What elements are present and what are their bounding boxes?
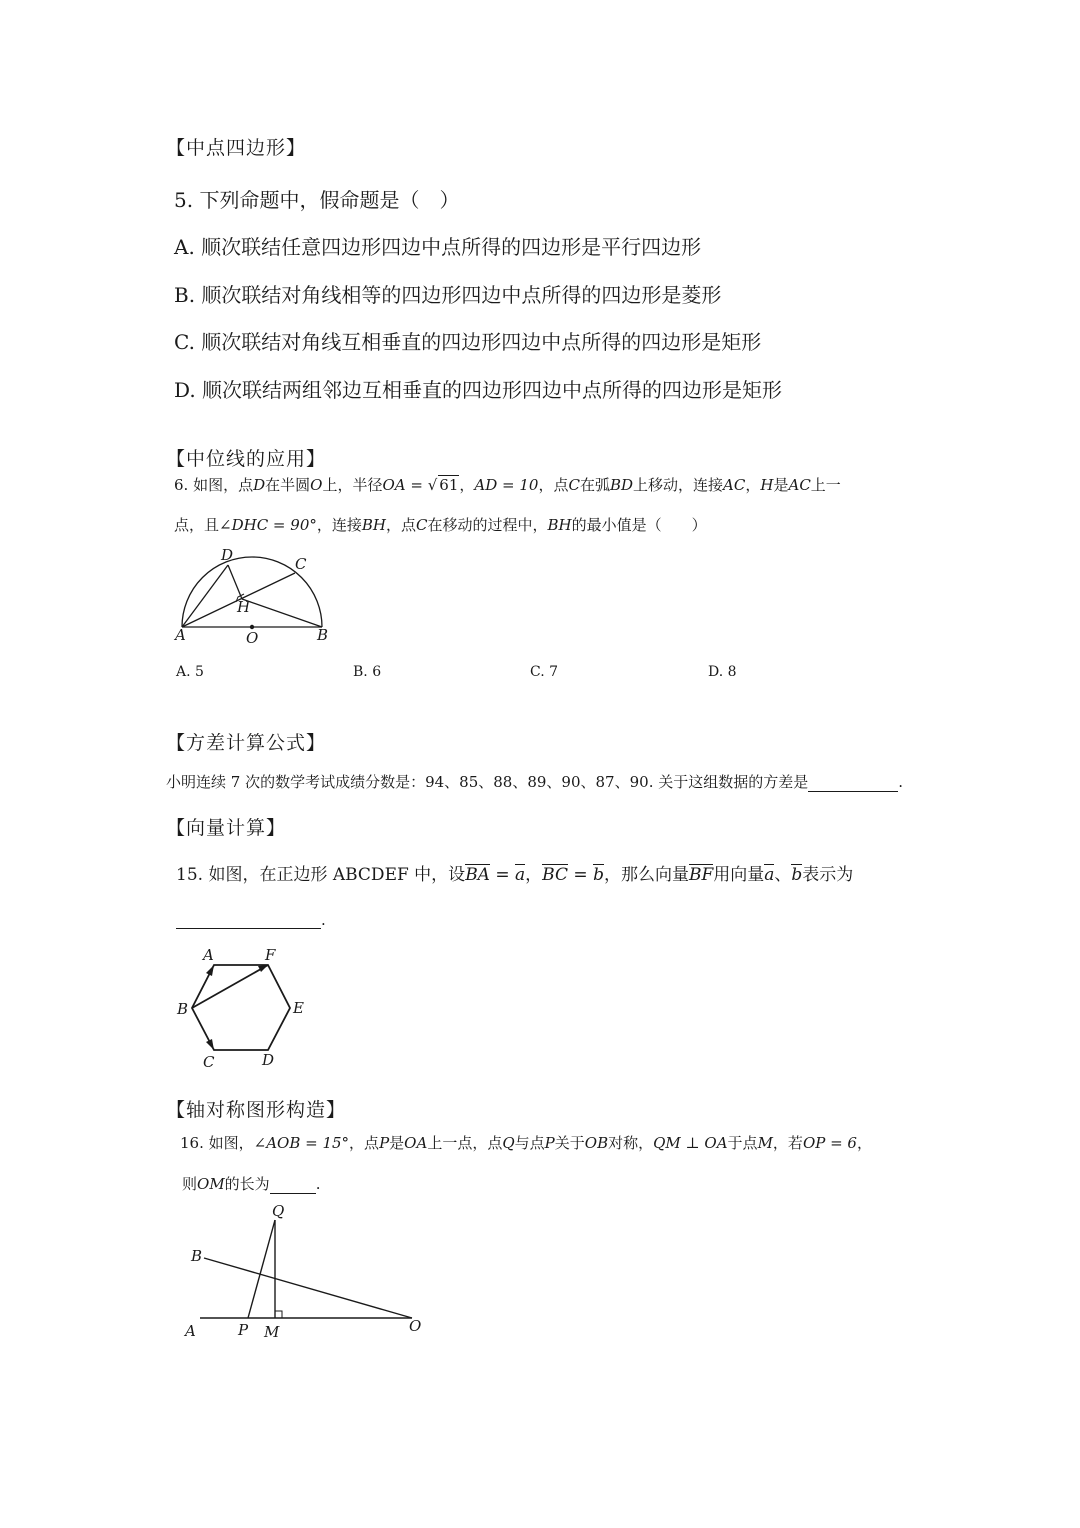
section-title-axial-symmetry: 【轴对称图形构造】 <box>166 1099 347 1121</box>
label-c: C <box>203 1053 215 1071</box>
q5-option-b: B. 顺次联结对角线相等的四边形四边中点所得的四边形是菱形 <box>174 283 722 307</box>
label-c: C <box>295 555 307 573</box>
answer-blank <box>808 773 898 792</box>
label-o: O <box>246 629 259 647</box>
q6-option-d: D. 8 <box>708 664 737 680</box>
section-title-vector-calculation: 【向量计算】 <box>166 817 287 839</box>
variance-question: 小明连续 7 次的数学考试成绩分数是：94、85、88、89、90、87、90. 关于这组数据的方差是 . <box>166 773 904 791</box>
section-title-midline-application: 【中位线的应用】 <box>166 448 327 470</box>
q6-line-1: 6. 如图，点D在半圆O上，半径OA = √ 61，AD = 10，点C在弧BD上移动，连接AC，H是AC上一 <box>174 476 841 494</box>
label-p: P <box>238 1321 249 1339</box>
section-title-variance-formula: 【方差计算公式】 <box>166 732 327 754</box>
q6-semicircle-figure <box>170 545 340 650</box>
q15-hexagon-figure <box>170 940 320 1075</box>
label-o: O <box>409 1317 422 1335</box>
q5-stem: 5. 下列命题中，假命题是（ ） <box>174 188 460 212</box>
label-b: B <box>317 626 329 644</box>
label-a: A <box>185 1322 196 1340</box>
label-q: Q <box>272 1202 285 1220</box>
answer-blank <box>270 1175 316 1194</box>
segment-pq <box>248 1220 275 1318</box>
answer-blank <box>176 910 321 929</box>
q6-option-a: A. 5 <box>176 664 204 680</box>
q16-line-2: 则OM的长为 . <box>182 1175 321 1193</box>
segment-hb <box>242 599 322 627</box>
label-e: E <box>293 999 304 1017</box>
q16-line-1: 16. 如图，∠AOB = 15°，点P是OA上一点，点Q与点P关于OB对称，QM ⊥ OA于点M，若OP = 6， <box>180 1134 872 1152</box>
ray-ob <box>204 1258 412 1318</box>
arrow-head-c <box>206 1039 214 1050</box>
arrow-head-f <box>258 965 268 972</box>
q6-option-c: C. 7 <box>530 664 559 680</box>
q15-line-1: 15. 如图，在正边形 ABCDEF 中，设 BA = a， BC = b，那么向量 BF用向量 a、 b表示为 <box>176 865 854 885</box>
hexagon-abcdef <box>192 965 290 1050</box>
label-a: A <box>175 626 186 644</box>
label-a: A <box>203 946 214 964</box>
q6-line-2: 点，且∠DHC = 90°，连接BH，点C在移动的过程中，BH的最小值是（ ） <box>174 516 707 534</box>
label-d: D <box>262 1051 275 1069</box>
q16-angle-figure <box>180 1200 440 1345</box>
q5-option-c: C. 顺次联结对角线互相垂直的四边形四边中点所得的四边形是矩形 <box>174 330 762 354</box>
label-m: M <box>264 1323 280 1341</box>
q5-option-a: A. 顺次联结任意四边形四边中点所得的四边形是平行四边形 <box>174 235 702 259</box>
segment-dh <box>228 565 242 599</box>
label-b: B <box>191 1247 203 1265</box>
arrow-head-a <box>206 965 214 976</box>
q15-answer-line: . <box>176 910 326 929</box>
section-title-midpoint-quadrilateral: 【中点四边形】 <box>166 137 307 159</box>
label-d: D <box>221 546 234 564</box>
right-angle-mark <box>275 1311 282 1318</box>
q5-option-d: D. 顺次联结两组邻边互相垂直的四边形四边中点所得的四边形是矩形 <box>174 378 783 402</box>
label-b: B <box>177 1000 189 1018</box>
label-h: H <box>237 598 251 616</box>
label-f: F <box>265 946 276 964</box>
q6-option-b: B. 6 <box>353 664 382 680</box>
